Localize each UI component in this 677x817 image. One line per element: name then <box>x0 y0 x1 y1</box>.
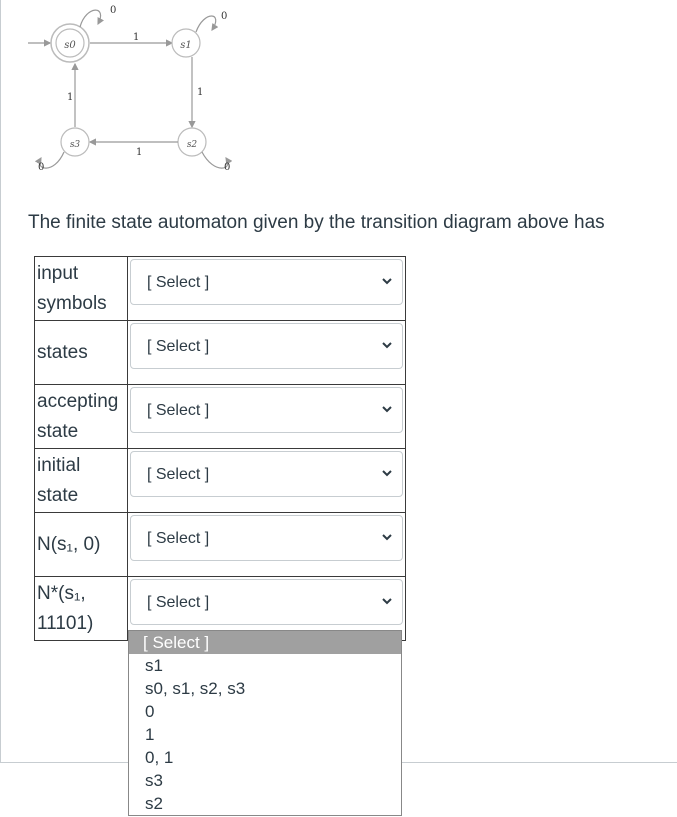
row-label <box>35 257 128 321</box>
row-select-cell <box>127 385 405 449</box>
chevron-down-icon <box>380 594 394 608</box>
answer-select[interactable] <box>130 387 403 433</box>
state-s3 <box>61 128 89 156</box>
select-value: [ Select ] <box>146 466 210 483</box>
answer-select[interactable] <box>130 579 403 625</box>
edge-label: 1 <box>133 32 140 43</box>
dropdown-option[interactable]: [ Select ] <box>129 631 401 654</box>
row-label-line: state <box>37 421 79 442</box>
row-label <box>35 385 128 449</box>
s0-self-loop <box>80 10 101 27</box>
edge-label: 1 <box>136 147 143 158</box>
state-transition-diagram <box>28 0 268 185</box>
edge-label: 1 <box>197 87 204 98</box>
state-label: s0 <box>64 40 76 51</box>
select-value: [ Select ] <box>146 594 210 611</box>
card-border <box>0 0 1 762</box>
dropdown-option[interactable]: s2 <box>145 794 163 813</box>
edge-label: 1 <box>67 92 74 103</box>
row-label-line: symbols <box>37 293 107 314</box>
table-row <box>35 257 406 321</box>
chevron-down-icon <box>380 338 394 352</box>
edge-label: 0 <box>110 5 117 16</box>
table-row <box>35 449 406 513</box>
row-label-line: initial <box>37 455 81 476</box>
state-label: s3 <box>69 140 81 150</box>
row-label-line: accepting <box>37 391 119 412</box>
row-label-line: 11101) <box>37 613 94 634</box>
state-s1 <box>172 29 200 57</box>
row-label <box>35 449 128 513</box>
chevron-down-icon <box>380 530 394 544</box>
matching-table <box>34 256 406 641</box>
chevron-down-icon <box>380 466 394 480</box>
state-label: s1 <box>180 40 192 51</box>
dropdown-option[interactable]: 1 <box>145 725 155 744</box>
row-label-line: state <box>37 485 79 506</box>
row-select-cell <box>127 321 405 385</box>
edge-label: 0 <box>38 162 45 173</box>
dropdown-option[interactable]: s0, s1, s2, s3 <box>145 679 246 698</box>
table-row <box>35 385 406 449</box>
edge-label: 0 <box>221 11 228 22</box>
edge-label: 0 <box>224 162 231 173</box>
answer-select[interactable] <box>130 323 403 369</box>
row-label <box>35 577 128 641</box>
select-value: [ Select ] <box>146 402 210 419</box>
row-select-cell <box>127 257 405 321</box>
row-label-line: input <box>37 263 79 284</box>
row-label-line: N*(s₁, <box>37 583 86 604</box>
dropdown-option[interactable]: s1 <box>145 656 163 675</box>
s1-self-loop <box>196 16 216 32</box>
dropdown-option[interactable]: 0 <box>145 702 155 721</box>
select-dropdown-list[interactable] <box>128 630 402 816</box>
table-row <box>35 513 406 577</box>
state-label: s2 <box>186 140 198 150</box>
answer-select[interactable] <box>130 451 403 497</box>
select-value: [ Select ] <box>146 274 210 291</box>
row-label-line: states <box>37 342 88 363</box>
dropdown-option[interactable]: 0, 1 <box>145 748 174 767</box>
answer-select[interactable] <box>130 259 403 305</box>
state-s0 <box>51 24 89 62</box>
dropdown-option[interactable]: s3 <box>145 771 163 790</box>
select-value: [ Select ] <box>146 338 210 355</box>
answer-select[interactable] <box>130 515 403 561</box>
row-label-line: N(s₁, 0) <box>37 534 101 555</box>
question-text: The finite state automaton given by the transition diagram above has <box>28 212 605 233</box>
chevron-down-icon <box>380 274 394 288</box>
table-row <box>35 321 406 385</box>
row-label <box>35 513 128 577</box>
row-label <box>35 321 128 385</box>
chevron-down-icon <box>380 402 394 416</box>
row-select-cell <box>127 449 405 513</box>
row-select-cell <box>127 513 405 577</box>
state-s2 <box>178 128 206 156</box>
select-value: [ Select ] <box>146 530 210 547</box>
